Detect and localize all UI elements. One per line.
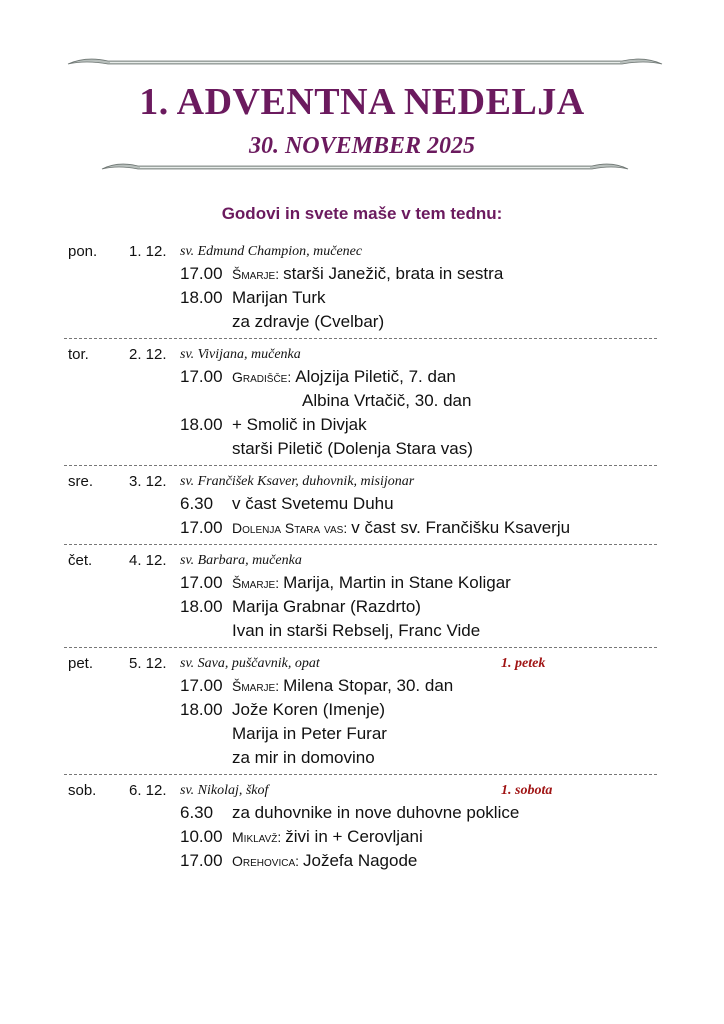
intention-text: za mir in domovino: [232, 748, 375, 767]
intention-text: starši Janežič, brata in sestra: [283, 264, 504, 283]
intention-text: za zdravje (Cvelbar): [232, 312, 385, 331]
mass-entry: [64, 849, 657, 873]
section-subtitle: Godovi in svete maše v tem tednu:: [221, 204, 503, 223]
mass-location: Gradišče:: [232, 369, 292, 385]
day-header: [64, 470, 657, 492]
mass-location: Šmarje:: [232, 678, 280, 694]
mass-time: 18.00: [180, 288, 223, 307]
day-name: čet.: [68, 552, 93, 569]
intention-text: v čast Svetemu Duhu: [232, 494, 394, 513]
mass-location: Orehovica:: [232, 853, 300, 869]
mass-entry: [64, 674, 657, 698]
intention-text: Milena Stopar, 30. dan: [283, 676, 454, 695]
mass-entry: [64, 516, 657, 540]
mass-entry: [64, 413, 657, 437]
intention-text: za duhovnike in nove duhovne poklice: [232, 803, 520, 822]
mass-intention: [232, 288, 326, 308]
mass-time: 6.30: [180, 803, 214, 822]
day-name: pon.: [68, 243, 98, 260]
day-block: [64, 549, 657, 648]
bottom-ornament-divider: [100, 160, 630, 174]
day-name: tor.: [68, 346, 89, 363]
mass-time: 17.00: [180, 367, 223, 386]
intention-text: Marijan Turk: [232, 288, 326, 307]
mass-intention: [232, 803, 519, 823]
mass-intention: [232, 621, 480, 641]
mass-intention: [232, 724, 387, 744]
mass-entry: [64, 571, 657, 595]
mass-intention: [232, 367, 456, 387]
mass-entry: [64, 492, 657, 516]
mass-time: 10.00: [180, 827, 223, 846]
intention-text: Jožefa Nagode: [303, 851, 418, 870]
mass-time: 17.00: [180, 676, 223, 695]
day-date: 4. 12.: [129, 552, 167, 569]
day-header: [64, 549, 657, 571]
mass-intention: [232, 597, 421, 617]
saint-name: sv. Nikolaj, škof: [180, 783, 269, 798]
mass-intention: [232, 312, 384, 332]
mass-intention: [232, 573, 511, 593]
mass-location: Šmarje:: [232, 266, 280, 282]
mass-time: 6.30: [180, 494, 214, 513]
intention-text: v čast sv. Frančišku Ksaverju: [351, 518, 571, 537]
intention-text: Marija, Martin in Stane Koligar: [283, 573, 511, 592]
mass-location: Dolenja Stara vas:: [232, 520, 348, 536]
mass-time: 17.00: [180, 264, 223, 283]
day-date: 3. 12.: [129, 473, 167, 490]
day-name: sre.: [68, 473, 94, 490]
intention-text: + Smolič in Divjak: [232, 415, 367, 434]
mass-entry: [64, 310, 657, 334]
mass-time: 17.00: [180, 573, 223, 592]
mass-intention: [232, 439, 473, 459]
intention-text: Marija in Peter Furar: [232, 724, 387, 743]
saint-name: sv. Edmund Champion, mučenec: [180, 244, 363, 259]
mass-time: 18.00: [180, 597, 223, 616]
mass-location: Šmarje:: [232, 575, 280, 591]
top-ornament-divider: [66, 55, 664, 69]
mass-intention: [232, 827, 423, 847]
day-date: 6. 12.: [129, 782, 167, 799]
intention-text: starši Piletič (Dolenja Stara vas): [232, 439, 473, 458]
mass-location: Miklavž:: [232, 829, 282, 845]
mass-intention: [302, 391, 471, 411]
intention-text: živi in + Cerovljani: [285, 827, 423, 846]
saint-name: sv. Sava, puščavnik, opat: [180, 656, 320, 671]
saint-name: sv. Frančišek Ksaver, duhovnik, misijonar: [180, 474, 415, 489]
mass-intention: [232, 264, 503, 284]
day-header: [64, 779, 657, 801]
mass-entry: [64, 698, 657, 722]
mass-intention: [232, 748, 375, 768]
mass-entry: [64, 801, 657, 825]
mass-intention: [232, 494, 394, 514]
intention-text: Alojzija Piletič, 7. dan: [295, 367, 456, 386]
mass-intention: [232, 518, 570, 538]
weekly-schedule: [64, 240, 657, 881]
saint-name: sv. Vivijana, mučenka: [180, 347, 301, 362]
mass-intention: [232, 700, 385, 720]
mass-entry: [64, 595, 657, 619]
day-header: [64, 240, 657, 262]
intention-text: Marija Grabnar (Razdrto): [232, 597, 421, 616]
day-block: [64, 779, 657, 877]
mass-intention: [232, 851, 417, 871]
mass-entry: [64, 262, 657, 286]
page-date: 30. NOVEMBER 2025: [248, 133, 476, 159]
day-note: 1. petek: [501, 656, 546, 671]
day-name: sob.: [68, 782, 97, 799]
saint-name: sv. Barbara, mučenka: [180, 553, 302, 568]
mass-time: 18.00: [180, 700, 223, 719]
day-block: [64, 470, 657, 545]
mass-intention: [232, 676, 453, 696]
mass-time: 18.00: [180, 415, 223, 434]
mass-entry: [64, 825, 657, 849]
intention-text: Albina Vrtačič, 30. dan: [302, 391, 472, 410]
day-name: pet.: [68, 655, 94, 672]
mass-entry: [64, 389, 657, 413]
day-date: 5. 12.: [129, 655, 167, 672]
page-title: 1. ADVENTNA NEDELJA: [139, 81, 585, 123]
day-header: [64, 652, 657, 674]
day-date: 2. 12.: [129, 346, 167, 363]
day-header: [64, 343, 657, 365]
day-note: 1. sobota: [501, 783, 553, 798]
mass-entry: [64, 365, 657, 389]
day-block: [64, 652, 657, 775]
mass-entry: [64, 286, 657, 310]
day-date: 1. 12.: [129, 243, 167, 260]
mass-entry: [64, 722, 657, 746]
mass-entry: [64, 746, 657, 770]
mass-time: 17.00: [180, 851, 223, 870]
day-block: [64, 343, 657, 466]
mass-intention: [232, 415, 367, 435]
intention-text: Ivan in starši Rebselj, Franc Vide: [232, 621, 481, 640]
mass-entry: [64, 437, 657, 461]
mass-time: 17.00: [180, 518, 223, 537]
day-block: [64, 240, 657, 339]
mass-entry: [64, 619, 657, 643]
intention-text: Jože Koren (Imenje): [232, 700, 386, 719]
